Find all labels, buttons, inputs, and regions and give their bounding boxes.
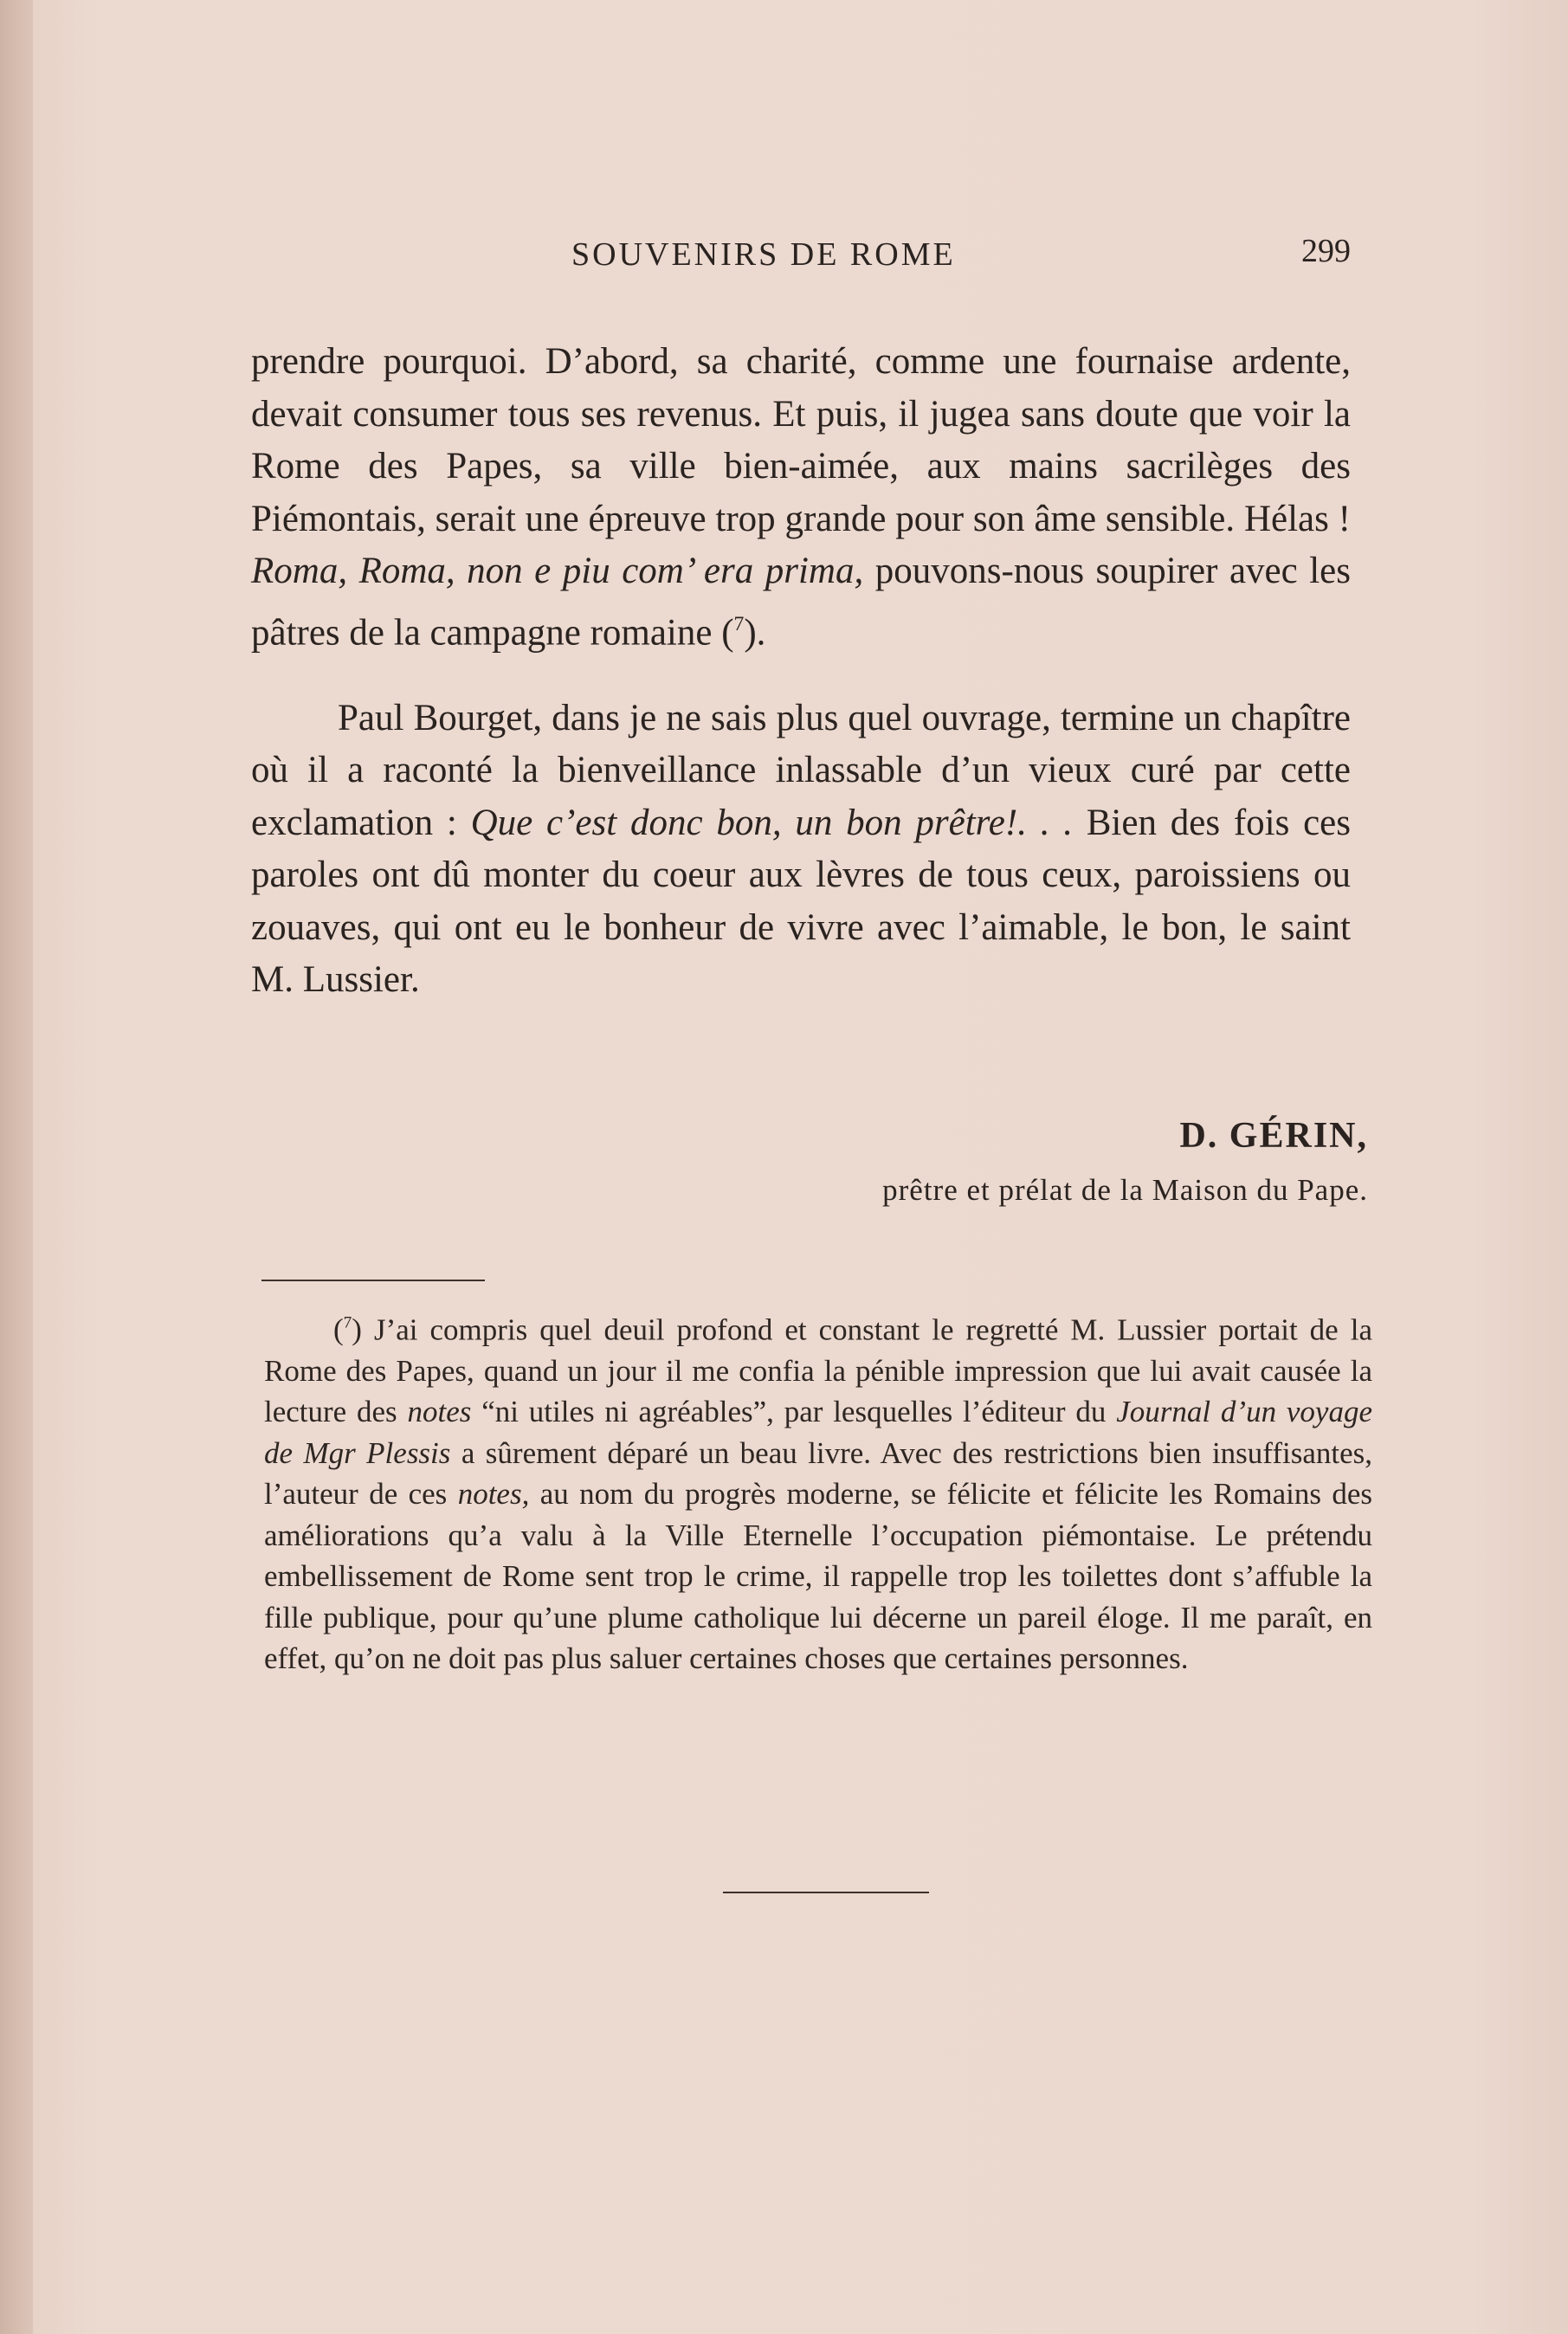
paragraph-2 (251, 693, 1351, 1007)
footnote-text-2: “ni utiles ni agréables”, par lesquelles l’éditeur du (471, 1395, 1117, 1429)
paragraph-2-text-end: Bien des fois ces paroles ont dû monter du coeur aux lèvres de tous ceux, paroissiens ou zouaves, qui ont eu le bonheur de vivre avec l’aimable, le bon, le saint M. Lussier. (251, 802, 1351, 1001)
footnote-marker: ($^7$) (333, 1312, 362, 1347)
paragraph-1-italic-quote: Roma, Roma, non e piu com’ era prima, (251, 551, 864, 591)
footnote-italic-1: notes (407, 1395, 472, 1429)
paragraph-1-text-end: pouvons-nous soupirer avec les pâtres de la campagne romaine ( (251, 551, 1352, 654)
page-spine-shadow (0, 0, 33, 2334)
paragraph-1 (251, 336, 1351, 660)
page-number: 299 (1301, 233, 1351, 269)
footnote-italic-3: notes, (457, 1477, 530, 1512)
paragraph-2-italic-quote: Que c’est donc bon, un bon prêtre!. . . (470, 802, 1073, 843)
footnote-number: 7 (343, 1314, 352, 1332)
footnote-reference: 7 (733, 612, 745, 635)
footnote-text-4: au nom du progrès moderne, se félicite et félicite les Romains des améliorations qu’a valu à la Ville Eternelle l’occupation piémontaise. Le prétendu embellissement de Rome sent trop le crime, il rappelle trop les toilettes dont s’affuble la fille publique, pour qu’une plume catholique lui décerne un pareil éloge. Il me paraît, en effet, qu’on ne doit pas plus saluer certaines choses que certaines personnes. (264, 1477, 1372, 1676)
footnote-text-1: J’ai compris quel deuil profond et constant le regretté M. Lussier portait de la Rome des Papes, quand un jour il me confia la pénible impression que lui avait causée la lecture des (264, 1312, 1372, 1429)
footnote-text-3: a sûrement déparé un beau livre. Avec des restrictions bien insuffisantes, l’auteur de ces (264, 1435, 1372, 1512)
footnote-separator (261, 1280, 485, 1281)
running-title: SOUVENIRS DE ROME (571, 236, 956, 273)
paragraph-2-text: Paul Bourget, dans je ne sais plus quel ouvrage, termine un chapître où il a raconté la bienveillance inlassable d’un vieux curé par cette exclamation : (251, 697, 1351, 843)
end-rule (723, 1892, 929, 1893)
main-text (251, 336, 1351, 1007)
paragraph-1-text: prendre pourquoi. D’abord, sa charité, comme une fournaise ardente, devait consumer tous ses revenus. Et puis, il jugea sans doute que voir la Rome des Papes, sa ville bien-aimée, aux mains sacrilèges des Piémontais, serait une épreuve trop grande pour son âme sensible. Hélas ! (251, 341, 1351, 539)
signature-title: prêtre et prélat de la Maison du Pape. (882, 1173, 1368, 1207)
paragraph-1-closing: ). (744, 612, 766, 654)
footnote-italic-2: Journal d’un voyage de Mgr Plessis (264, 1395, 1372, 1470)
footnote (264, 1303, 1372, 1680)
signature-name: D. GÉRIN, (1179, 1116, 1368, 1156)
page-header (251, 232, 1351, 284)
